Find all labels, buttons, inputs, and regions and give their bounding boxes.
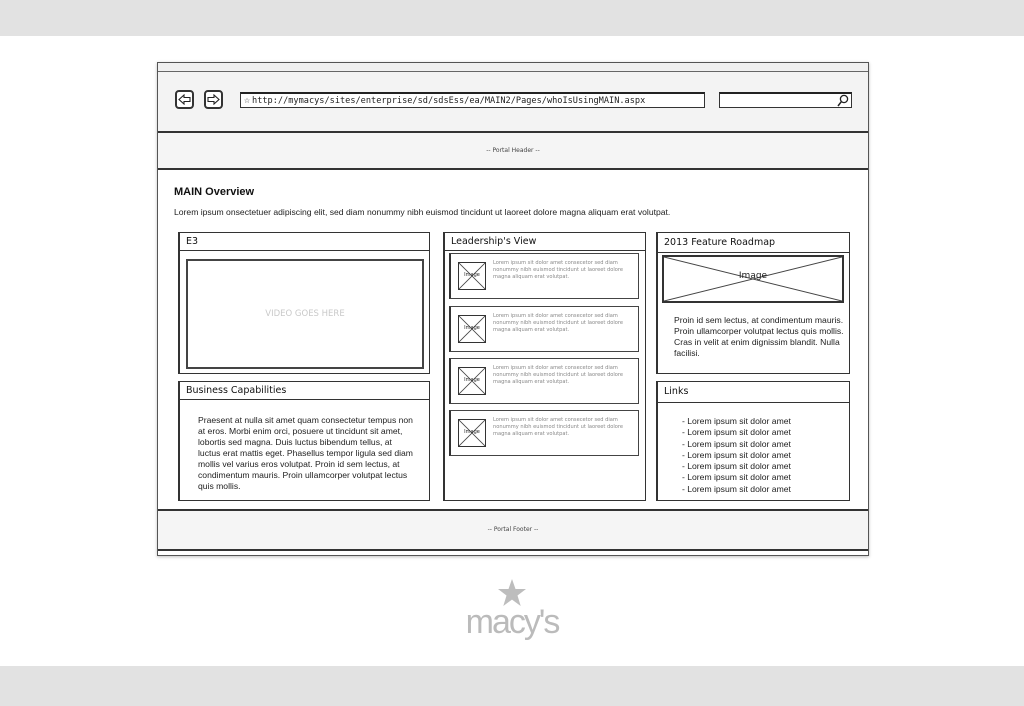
image-label: Image (464, 272, 480, 278)
image-label: Image (464, 377, 480, 383)
address-bar-url: http://mymacys/sites/enterprise/sd/sdsEss/ea/MAIN2/Pages/whoIsUsingMAIN.aspx (252, 96, 646, 106)
portal-header-label: -- Portal Header -- (486, 147, 540, 154)
video-placeholder: VIDEO GOES HERE (265, 309, 345, 319)
image-label: Image (464, 325, 480, 331)
links-panel (656, 381, 850, 501)
link-item[interactable]: - Lorem ipsum sit dolor amet (682, 416, 791, 426)
wireframe-window (157, 62, 869, 556)
image-placeholder-icon (458, 315, 486, 343)
leadership-item[interactable] (449, 306, 639, 352)
roadmap-panel (656, 232, 850, 374)
links-list (682, 416, 791, 495)
leadership-panel (443, 232, 646, 501)
e3-title: E3 (180, 233, 429, 251)
page-intro: Lorem ipsum onsectetuer adipiscing elit, sed diam nonummy nibh euismod tincidunt ut laoreet dolore magna aliquam erat volutpat. (174, 207, 671, 217)
leadership-item[interactable] (449, 253, 639, 299)
portal-footer (158, 509, 868, 551)
forward-arrow-icon (207, 94, 220, 105)
forward-button[interactable] (204, 90, 223, 109)
link-item[interactable]: - Lorem ipsum sit dolor amet (682, 449, 791, 460)
e3-panel (178, 232, 430, 374)
portal-footer-label: -- Portal Footer -- (487, 526, 539, 533)
leadership-item-text: Lorem ipsum sit dolor amet consecetor sed diam nonummy nibh euismod tincidunt ut laoreet dolore magna aliquam erat volutpat. (493, 365, 623, 386)
leadership-item[interactable] (449, 410, 639, 456)
roadmap-image-placeholder (662, 255, 844, 303)
leadership-item-text: Lorem ipsum sit dolor amet consecetor sed diam nonummy nibh euismod tincidunt ut laoreet dolore magna aliquam erat volutpat. (493, 260, 623, 281)
business-capabilities-title: Business Capabilities (180, 382, 429, 400)
top-band (0, 0, 1024, 36)
roadmap-image-label: Image (738, 271, 768, 281)
back-button[interactable] (175, 90, 194, 109)
business-capabilities-panel (178, 381, 430, 501)
business-capabilities-text: Praesent at nulla sit amet quam consectetur tempus non at eros. Morbi enim orci, posuere ut tincidunt sit amet, lobortis sed magna. Duis luctus bibendum tellus, at luctus erat mattis eget. Phasellus tempor ligula sed diam mollis vel varius eros volutpat. Proin id sem lectus, at condimentum mauris. Proin ullamcorper volutpat lectus quis mollis. (198, 415, 413, 491)
links-title: Links (658, 382, 849, 403)
bottom-band (0, 666, 1024, 706)
leadership-item-text: Lorem ipsum sit dolor amet consecetor sed diam nonummy nibh euismod tincidunt ut laoreet dolore magna aliquam erat volutpat. (493, 313, 623, 334)
link-item[interactable]: - Lorem ipsum sit dolor amet (682, 427, 791, 438)
leadership-title: Leadership's View (445, 233, 645, 251)
browser-toolbar (158, 72, 868, 133)
image-placeholder-icon (458, 262, 486, 290)
search-icon[interactable] (837, 94, 849, 107)
portal-header (158, 133, 868, 170)
page-title: MAIN Overview (174, 186, 255, 198)
roadmap-title: 2013 Feature Roadmap (658, 233, 849, 253)
brand-name: macy's (465, 603, 559, 641)
image-label: Image (464, 429, 480, 435)
image-placeholder-icon (458, 367, 486, 395)
leadership-item[interactable] (449, 358, 639, 404)
link-item[interactable]: - Lorem ipsum sit dolor amet (682, 483, 791, 494)
link-item[interactable]: - Lorem ipsum sit dolor amet (682, 472, 791, 483)
bookmark-star-icon[interactable]: ☆ (244, 95, 251, 106)
search-input[interactable] (719, 92, 852, 108)
link-item[interactable]: - Lorem ipsum sit dolor amet (682, 461, 791, 472)
window-top-strip (158, 63, 868, 72)
address-bar[interactable] (240, 92, 705, 108)
video-player[interactable] (186, 259, 424, 369)
link-item[interactable]: - Lorem ipsum sit dolor amet (682, 438, 791, 449)
image-placeholder-icon (458, 419, 486, 447)
leadership-item-text: Lorem ipsum sit dolor amet consecetor sed diam nonummy nibh euismod tincidunt ut laoreet dolore magna aliquam erat volutpat. (493, 417, 623, 438)
roadmap-text: Proin id sem lectus, at condimentum mauris. Proin ullamcorper volutpat lectus quis mollis. Cras in velit at enim dignissim blandit. Nulla facilisi. (674, 315, 844, 358)
brand-logo (452, 578, 572, 648)
back-arrow-icon (178, 94, 191, 105)
